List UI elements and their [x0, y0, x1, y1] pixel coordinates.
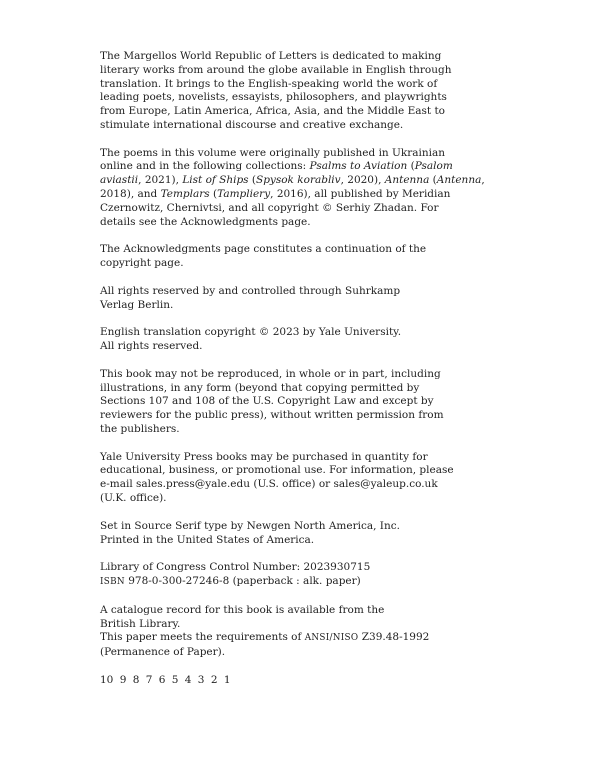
- sales-information: [100, 451, 520, 506]
- text-line: Czernowitz, Chernivtsi, and all copyright © Serhiy Zhadan. For: [100, 201, 439, 214]
- text-line: Printed in the United States of America.: [100, 533, 315, 546]
- printing-line: [100, 674, 520, 688]
- text-segment: online and in the following collections:: [100, 160, 310, 173]
- text-line: (U.K. office).: [100, 492, 167, 505]
- text-segment: (: [248, 174, 256, 187]
- cataloging-data: [100, 561, 520, 590]
- mission-statement: [100, 50, 520, 133]
- text-line: (Permanence of Paper).: [100, 646, 226, 659]
- isbn-label: ISBN: [100, 577, 125, 588]
- text-line: The Acknowledgments page constitutes a continuation of the: [100, 243, 427, 256]
- printer-key: 10 9 8 7 6 5 4 3 2 1: [100, 673, 231, 686]
- translation-copyright: [100, 326, 520, 354]
- original-title: Tampliery: [217, 188, 271, 201]
- isbn-value: 978-0-300-27246-8 (paperback : alk. paper): [124, 575, 361, 588]
- text-line: Yale University Press books may be purchased in quantity for: [100, 450, 428, 463]
- text-line: reviewers for the public press), without written permission from: [100, 409, 444, 422]
- text-line: details see the Acknowledgments page.: [100, 215, 311, 228]
- text-line: illustrations, in any form (beyond that copying permitted by: [100, 381, 420, 394]
- text-line: literary works from around the globe available in English through: [100, 63, 452, 76]
- book-title: Antenna: [384, 174, 430, 187]
- text-line: [100, 631, 520, 646]
- text-line: Sections 107 and 108 of the U.S. Copyright Law and except by: [100, 395, 434, 408]
- text-line: Set in Source Serif type by Newgen North America, Inc.: [100, 519, 400, 532]
- typesetting-info: [100, 520, 520, 548]
- text-line: translation. It brings to the English-speaking world the work of: [100, 77, 438, 90]
- publication-history: [100, 147, 520, 230]
- text-line: [100, 188, 520, 202]
- rights-statement: [100, 285, 520, 313]
- text-segment: Z39.48-1992: [358, 631, 430, 644]
- text-line: from Europe, Latin America, Africa, Asia, and the Middle East to: [100, 105, 445, 118]
- original-title: aviastii: [100, 174, 139, 187]
- text-segment: , 2016), all published by Meridian: [270, 188, 451, 201]
- text-line: [100, 174, 520, 188]
- text-segment: This paper meets the requirements of: [100, 631, 305, 644]
- text-segment: (: [209, 188, 218, 201]
- book-title: Templars: [160, 188, 210, 201]
- isbn-line: [100, 575, 520, 590]
- catalogue-record: [100, 604, 520, 660]
- text-line: copyright page.: [100, 257, 184, 270]
- text-line: A catalogue record for this book is available from the: [100, 603, 385, 616]
- copyright-page: [100, 50, 520, 701]
- book-title: Psalms to Aviation: [309, 160, 408, 173]
- text-line: stimulate international discourse and creative exchange.: [100, 118, 404, 131]
- text-segment: , 2020),: [340, 174, 385, 187]
- original-title: Psalom: [414, 160, 453, 173]
- loc-control-number: Library of Congress Control Number: 2023930715: [100, 561, 371, 574]
- standard-name: ANSI/NISO: [304, 633, 359, 644]
- original-title: Antenna: [436, 174, 482, 187]
- text-line: This book may not be reproduced, in whole or in part, including: [100, 367, 441, 380]
- text-line: [100, 160, 520, 174]
- text-line: All rights reserved.: [100, 340, 203, 353]
- text-segment: (: [429, 174, 437, 187]
- text-segment: 2018), and: [100, 188, 161, 201]
- text-segment: ,: [481, 174, 485, 187]
- text-line: The Margellos World Republic of Letters is dedicated to making: [100, 50, 442, 62]
- book-title: List of Ships: [182, 174, 249, 187]
- acknowledgments-note: [100, 243, 520, 271]
- text-line: Verlag Berlin.: [100, 298, 174, 311]
- text-line: the publishers.: [100, 422, 180, 435]
- text-segment: , 2021),: [138, 174, 183, 187]
- text-line: educational, business, or promotional use. For information, please: [100, 464, 454, 477]
- text-line: leading poets, novelists, essayists, philosophers, and playwrights: [100, 91, 447, 104]
- original-title: Spysok korabliv: [256, 174, 341, 187]
- text-line: All rights reserved by and controlled through Suhrkamp: [100, 284, 401, 297]
- text-line: The poems in this volume were originally published in Ukrainian: [100, 146, 446, 159]
- text-line: English translation copyright © 2023 by Yale University.: [100, 326, 402, 339]
- reproduction-notice: [100, 368, 520, 437]
- text-segment: (: [407, 160, 415, 173]
- text-line: British Library.: [100, 617, 181, 630]
- text-line: e-mail sales.press@yale.edu (U.S. office) or sales@yaleup.co.uk: [100, 478, 438, 491]
